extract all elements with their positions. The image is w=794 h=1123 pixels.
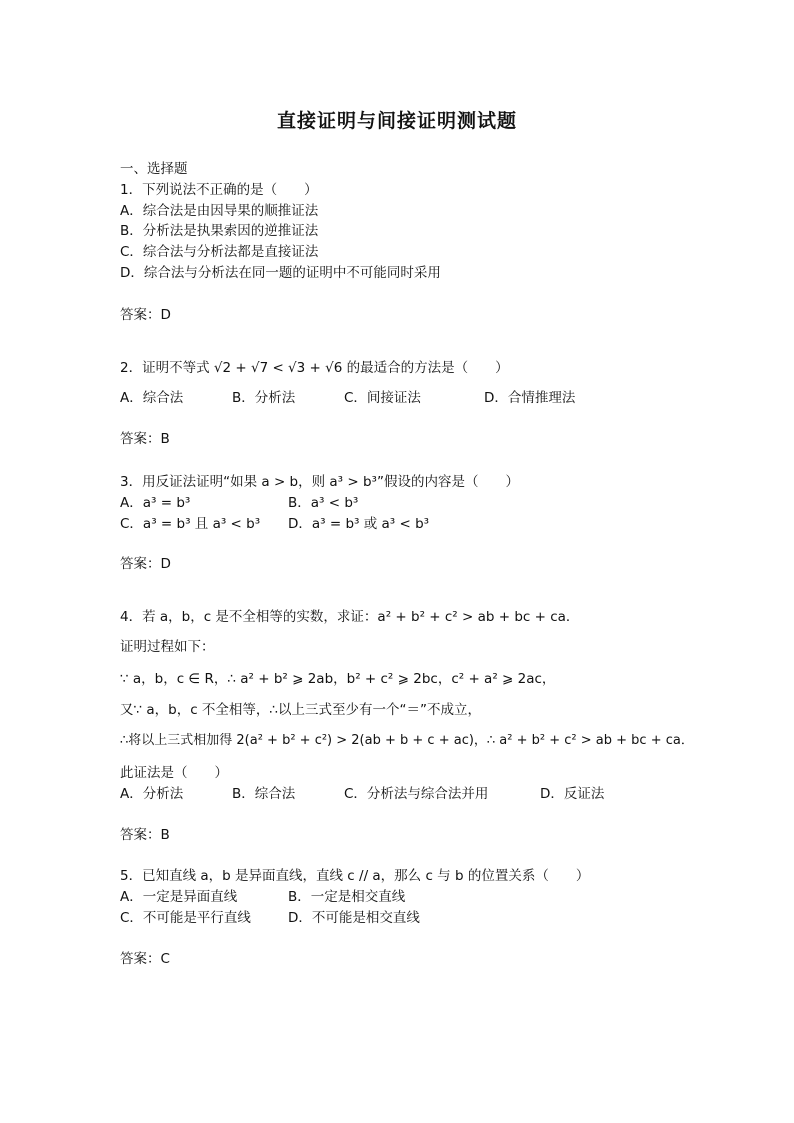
q1-option-d: D．综合法与分析法在同一题的证明中不可能同时采用 <box>120 265 441 281</box>
q5-option-d: D．不可能是相交直线 <box>288 910 420 926</box>
q5-option-b: B．一定是相交直线 <box>288 889 406 905</box>
q4-option-b: B．综合法 <box>232 786 296 802</box>
q3-option-b: B．a³ < b³ <box>288 495 359 511</box>
q5-stem: 5．已知直线 a，b 是异面直线，直线 c // a，那么 c 与 b 的位置关系（ ） <box>120 868 590 884</box>
q4-proof-line-1: ∵ a，b，c ∈ R，∴ a² + b² ⩾ 2ab，b² + c² ⩾ 2bc，c² + a² ⩾ 2ac， <box>120 671 556 687</box>
page-title: 直接证明与间接证明测试题 <box>276 110 517 132</box>
q3-option-c: C．a³ = b³ 且 a³ < b³ <box>120 516 261 532</box>
q1-stem: 1．下列说法不正确的是（ ） <box>120 182 318 198</box>
q4-stem: 4．若 a，b，c 是不全相等的实数，求证：a² + b² + c² > ab + bc + ca． <box>120 609 580 625</box>
q2-option-c: C．间接证法 <box>344 390 421 406</box>
q4-option-d: D．反证法 <box>540 786 605 802</box>
q2-stem: 2．证明不等式 √2 + √7 < √3 + √6 的最适合的方法是（ ） <box>120 360 509 376</box>
q2-option-a: A．综合法 <box>120 390 184 406</box>
q3-option-d: D．a³ = b³ 或 a³ < b³ <box>288 516 430 532</box>
q5-answer: 答案：C <box>120 951 170 967</box>
q5-option-a: A．一定是异面直线 <box>120 889 238 905</box>
q4-option-c: C．分析法与综合法并用 <box>344 786 489 802</box>
q1-answer: 答案：D <box>120 307 171 323</box>
q3-answer: 答案：D <box>120 556 171 572</box>
q4-answer: 答案：B <box>120 827 170 843</box>
q3-option-a: A．a³ = b³ <box>120 495 191 511</box>
q1-option-a: A．综合法是由因导果的顺推证法 <box>120 203 319 219</box>
q4-option-a: A．分析法 <box>120 786 184 802</box>
q1-option-c: C．综合法与分析法都是直接证法 <box>120 244 319 260</box>
section-heading: 一、选择题 <box>120 161 188 177</box>
q4-proof-line-3: ∴将以上三式相加得 2(a² + b² + c²) > 2(ab + b + c + ac)，∴ a² + b² + c² > ab + bc + ca． <box>120 733 694 748</box>
q2-answer: 答案：B <box>120 431 170 447</box>
q4-ask: 此证法是（ ） <box>120 765 228 781</box>
q2-option-b: B．分析法 <box>232 390 296 406</box>
q5-option-c: C．不可能是平行直线 <box>120 910 251 926</box>
q1-option-b: B．分析法是执果索因的逆推证法 <box>120 223 319 239</box>
q3-stem: 3．用反证法证明“如果 a > b，则 a³ > b³”假设的内容是（ ） <box>120 474 519 490</box>
q4-proof-line-2: 又∵ a，b，c 不全相等，∴以上三式至少有一个“＝”不成立， <box>120 702 482 718</box>
q2-option-d: D．合情推理法 <box>484 390 576 406</box>
q4-proof-intro: 证明过程如下： <box>120 639 215 655</box>
